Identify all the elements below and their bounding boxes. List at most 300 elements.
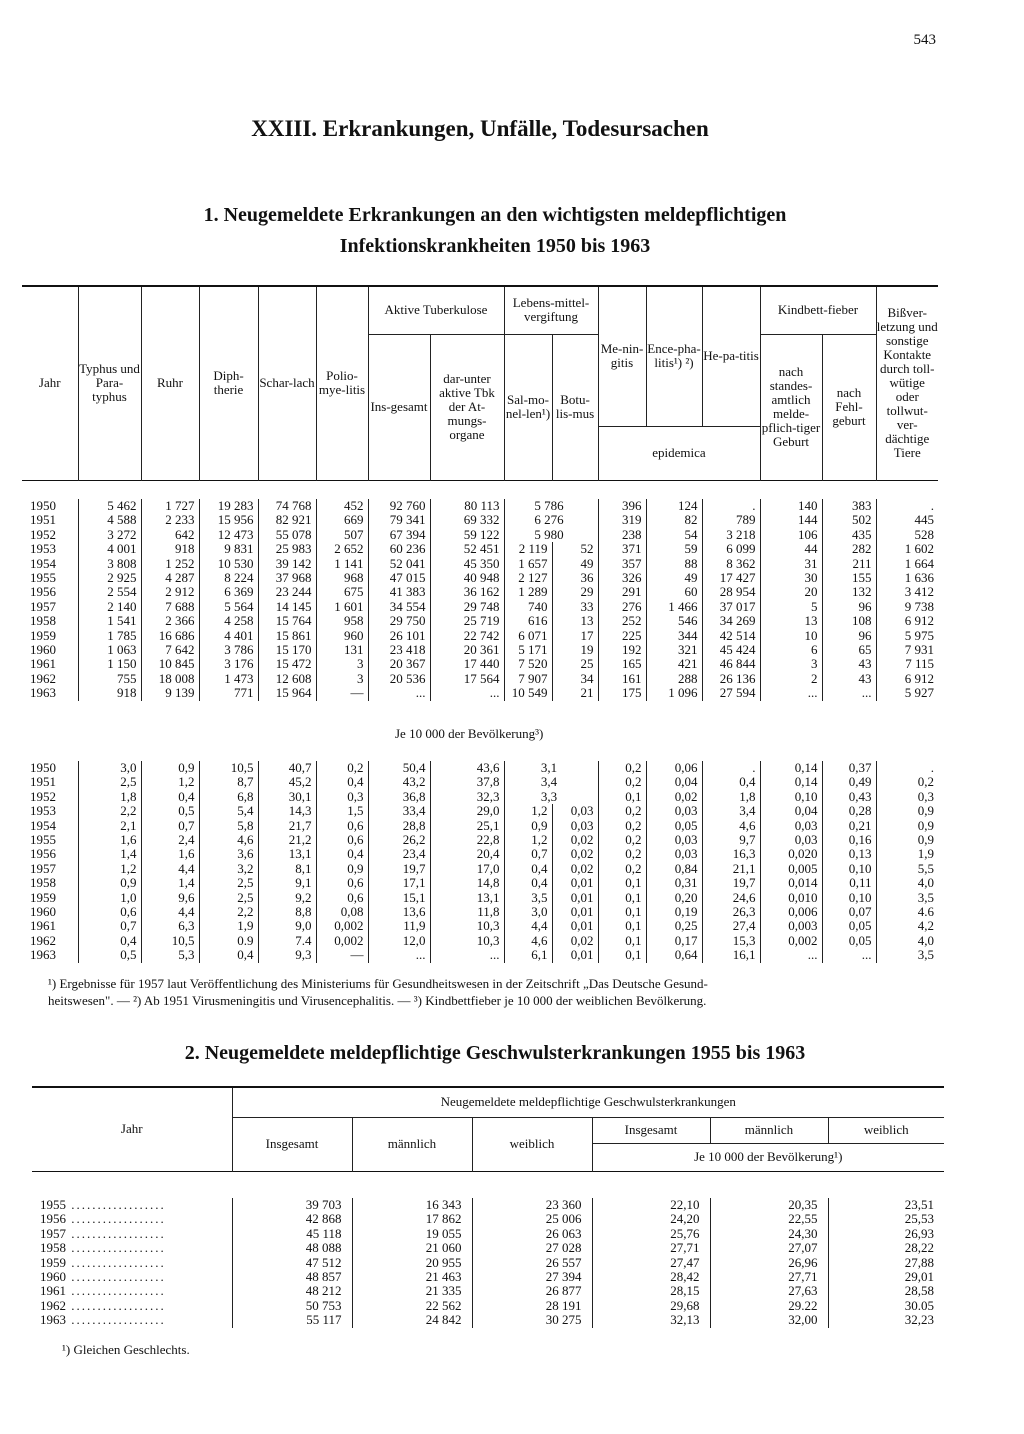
table-cell: 20,35	[710, 1198, 828, 1212]
table-cell: 8 362	[702, 557, 760, 571]
table-cell: 1,2	[141, 775, 199, 789]
table-cell: 0,13	[822, 847, 876, 861]
row-year: 1952	[30, 788, 56, 804]
table-cell: 92 760	[368, 499, 430, 513]
table-cell: 6,3	[141, 919, 199, 933]
table-cell: 1,9	[876, 847, 938, 861]
row-year	[32, 1270, 232, 1284]
table-cell: 0,37	[822, 761, 876, 775]
table-cell: 4,6	[702, 819, 760, 833]
table-cell: 20 536	[368, 672, 430, 686]
table-cell: 27,07	[710, 1241, 828, 1255]
row-year: 1957	[30, 598, 56, 614]
table-cell: 0,04	[646, 775, 702, 789]
table-cell: 5,5	[876, 862, 938, 876]
table-cell: 3	[316, 657, 368, 671]
table-row	[32, 1284, 944, 1298]
table-cell: 8 224	[199, 571, 258, 585]
table-cell: 5 980	[504, 528, 598, 542]
table-cell: 0,05	[822, 919, 876, 933]
table-cell: 26 877	[472, 1284, 592, 1298]
table-cell: 22,55	[710, 1212, 828, 1226]
table-cell: 3,1	[504, 761, 598, 775]
table-cell: 7 642	[141, 643, 199, 657]
table-row	[22, 513, 938, 527]
table-cell: 5 927	[876, 686, 938, 700]
table-cell: 21,1	[702, 862, 760, 876]
table-cell: 2,5	[199, 891, 258, 905]
table-cell: 3 218	[702, 528, 760, 542]
table-cell: 12 473	[199, 528, 258, 542]
table-cell: 669	[316, 513, 368, 527]
table-cell: 1 289	[504, 585, 552, 599]
table-cell: 161	[598, 672, 646, 686]
table-cell: 452	[316, 499, 368, 513]
table-cell: 0,17	[646, 934, 702, 948]
table-cell: 0,03	[552, 804, 598, 818]
table-cell: 25,1	[430, 819, 504, 833]
table-cell: 435	[822, 528, 876, 542]
dot-leader: ..................	[66, 1240, 166, 1256]
table-cell: 616	[504, 614, 552, 628]
table-cell: .	[702, 499, 760, 513]
row-year	[32, 1313, 232, 1327]
table-cell: 10,5	[141, 934, 199, 948]
table-cell: .	[876, 761, 938, 775]
col-typhus: Typhus und Para-typhus	[78, 286, 141, 480]
row-year: 1961	[30, 918, 56, 934]
table-cell: 25,53	[828, 1212, 944, 1226]
table-cell: 26,3	[702, 905, 760, 919]
row-year-label: 1955	[40, 1197, 66, 1212]
table-cell: 2,2	[199, 905, 258, 919]
table-cell: 0,4	[316, 775, 368, 789]
table-cell: 0,3	[876, 790, 938, 804]
table-cell: 43	[822, 657, 876, 671]
table-cell: 29 748	[430, 600, 504, 614]
table-cell: 740	[504, 600, 552, 614]
table-cell: 52 041	[368, 557, 430, 571]
table-row	[22, 862, 938, 876]
table-cell: 0,5	[78, 948, 141, 962]
table-cell: 0,1	[598, 919, 646, 933]
table-cell: 0,2	[598, 761, 646, 775]
table-cell: 7 907	[504, 672, 552, 686]
table-cell: 20,4	[430, 847, 504, 861]
table-cell: 546	[646, 614, 702, 628]
row-year: 1956	[30, 846, 56, 862]
table-cell: 5 171	[504, 643, 552, 657]
table-cell: 4,0	[876, 876, 938, 890]
table-cell: 10	[760, 629, 822, 643]
table-cell: 2,5	[78, 775, 141, 789]
col-scharlach: Schar-lach	[258, 286, 316, 480]
table-cell: 3 808	[78, 557, 141, 571]
tumor-col-insgesamt: Insgesamt	[232, 1117, 352, 1171]
table-cell: 34 269	[702, 614, 760, 628]
table-cell: 7.4	[258, 934, 316, 948]
table-cell: 960	[316, 629, 368, 643]
table-row	[22, 657, 938, 671]
table-cell: 32,13	[592, 1313, 710, 1327]
table-cell: 1,2	[504, 804, 552, 818]
table-row	[32, 1270, 944, 1284]
table-cell: 74 768	[258, 499, 316, 513]
relative-caption: Je 10 000 der Bevölkerung³)	[395, 726, 544, 741]
table-cell: 10 845	[141, 657, 199, 671]
table-cell: 6	[760, 643, 822, 657]
row-year	[32, 1241, 232, 1255]
table-cell: 2 127	[504, 571, 552, 585]
table-row	[22, 600, 938, 614]
table-cell: 3 176	[199, 657, 258, 671]
table-cell: .	[876, 499, 938, 513]
table-cell: 0,01	[552, 876, 598, 890]
table-cell: 5 786	[504, 499, 598, 513]
row-year: 1963	[30, 947, 56, 963]
table-cell: 29	[552, 585, 598, 599]
table-cell: 22,8	[430, 833, 504, 847]
table-cell: 288	[646, 672, 702, 686]
table-cell: 5 975	[876, 629, 938, 643]
table-row	[22, 804, 938, 818]
table-cell: 18 008	[141, 672, 199, 686]
table-cell: 958	[316, 614, 368, 628]
table-cell: 6 099	[702, 542, 760, 556]
table-cell: 19,7	[702, 876, 760, 890]
table-cell: 0,03	[552, 819, 598, 833]
table-cell: 0,05	[822, 934, 876, 948]
table-cell: ...	[760, 948, 822, 962]
chapter-title: XXIII. Erkrankungen, Unfälle, Todesursachen	[251, 116, 709, 141]
table-cell: 21 463	[352, 1270, 472, 1284]
table-cell: 0,7	[78, 919, 141, 933]
col-group-tbc: Aktive Tuberkulose	[368, 286, 504, 334]
row-year	[32, 1212, 232, 1226]
tumor-col-rel-maennlich: männlich	[710, 1117, 828, 1143]
table-cell: 238	[598, 528, 646, 542]
table-cell: 140	[760, 499, 822, 513]
col-polio: Polio-mye-litis	[316, 286, 368, 480]
table-cell: 30,1	[258, 790, 316, 804]
footnote-1-line2: heitswesen". — ²) Ab 1951 Virusmeningitis und Virusencephalitis. — ³) Kindbettfieber je 10 000 der weiblichen Bevölkerung.	[48, 993, 707, 1008]
table-cell: 0,03	[646, 833, 702, 847]
table-cell: 46 844	[702, 657, 760, 671]
table-cell: 2 554	[78, 585, 141, 599]
table-cell: 15 956	[199, 513, 258, 527]
table-row	[32, 1299, 944, 1313]
table-cell: 29,68	[592, 1299, 710, 1313]
table-cell: 28 191	[472, 1299, 592, 1313]
table-cell: 40,7	[258, 761, 316, 775]
table-cell: 0,02	[552, 934, 598, 948]
table-cell: 789	[702, 513, 760, 527]
table-cell: 0,006	[760, 905, 822, 919]
table-cell: 4,2	[876, 919, 938, 933]
table-cell: 0,002	[316, 934, 368, 948]
table-cell: 0,16	[822, 833, 876, 847]
table-cell: 55 117	[232, 1313, 352, 1327]
table-cell: 27,71	[710, 1270, 828, 1284]
dot-leader: ..................	[66, 1211, 166, 1227]
table-cell: 528	[876, 528, 938, 542]
table-cell: 0,04	[760, 804, 822, 818]
table-cell: 22,10	[592, 1198, 710, 1212]
row-year: 1954	[30, 817, 56, 833]
row-year-label: 1958	[40, 1240, 66, 1256]
table-cell: 20 955	[352, 1256, 472, 1270]
table-cell: 10 530	[199, 557, 258, 571]
table-row	[22, 833, 938, 847]
table-cell: 144	[760, 513, 822, 527]
table-cell: 7 688	[141, 600, 199, 614]
table-cell: 2,5	[199, 876, 258, 890]
table-cell: 6 369	[199, 585, 258, 599]
table-cell: 642	[141, 528, 199, 542]
table-cell: 20	[760, 585, 822, 599]
table-cell: 0,003	[760, 919, 822, 933]
table-row	[32, 1313, 944, 1327]
table-cell: 16,3	[702, 847, 760, 861]
table-cell: 55 078	[258, 528, 316, 542]
table-cell: 33,4	[368, 804, 430, 818]
table-cell: 29 750	[368, 614, 430, 628]
table-cell: 15 170	[258, 643, 316, 657]
table-cell: 3,4	[702, 804, 760, 818]
table-cell: 82	[646, 513, 702, 527]
table-cell: 3,3	[504, 790, 598, 804]
table-cell: 3,5	[876, 891, 938, 905]
table-cell: 0,2	[598, 804, 646, 818]
table-cell: 175	[598, 686, 646, 700]
row-year: 1957	[30, 860, 56, 876]
table-cell: 0,7	[141, 819, 199, 833]
footnote-1	[48, 975, 948, 1009]
col-kb-fehlgeburt: nach Fehl-geburt	[822, 334, 876, 480]
table-cell: 15 964	[258, 686, 316, 700]
infection-table-relative	[22, 761, 938, 963]
table-cell: 0,9	[876, 833, 938, 847]
table-cell: 25 006	[472, 1212, 592, 1226]
table-cell: 124	[646, 499, 702, 513]
infection-table-absolute-body	[22, 499, 938, 701]
table-cell: 0,1	[598, 948, 646, 962]
table-cell: 10,3	[430, 934, 504, 948]
table-cell: 25,76	[592, 1227, 710, 1241]
table-cell: 47 512	[232, 1256, 352, 1270]
table-cell: 39 142	[258, 557, 316, 571]
table-cell: 27 394	[472, 1270, 592, 1284]
page-number: 543	[913, 32, 936, 48]
table-cell: 13	[760, 614, 822, 628]
row-year: 1962	[30, 932, 56, 948]
row-year: 1953	[30, 803, 56, 819]
table-cell: 26 063	[472, 1227, 592, 1241]
table-cell: 0,1	[598, 790, 646, 804]
table-cell: 24,20	[592, 1212, 710, 1226]
table-cell: 211	[822, 557, 876, 571]
table-row	[22, 686, 938, 700]
table-cell: 2 912	[141, 585, 199, 599]
table-row	[22, 790, 938, 804]
table-cell: 67 394	[368, 528, 430, 542]
footnote-1-line1: ¹) Ergebnisse für 1957 laut Veröffentlichung des Ministeriums für Gesundheitswesen in der Zeitschrift „Das Deutsche Gesund-	[48, 976, 708, 991]
table-cell: 27,63	[710, 1284, 828, 1298]
table-cell: 7 115	[876, 657, 938, 671]
section1-title-line2: Infektionskrankheiten 1950 bis 1963	[339, 235, 651, 257]
table-cell: 4,4	[141, 862, 199, 876]
table-cell: 0,03	[760, 819, 822, 833]
table-cell: 96	[822, 629, 876, 643]
table-row	[32, 1227, 944, 1241]
table-cell: 36 162	[430, 585, 504, 599]
dot-leader: ..................	[66, 1283, 166, 1299]
table-cell: 13,1	[258, 847, 316, 861]
table-cell: 1 601	[316, 600, 368, 614]
table-cell: 15 861	[258, 629, 316, 643]
table-cell: 445	[876, 513, 938, 527]
table-cell: 12,0	[368, 934, 430, 948]
table-row	[22, 934, 938, 948]
table-cell: 34	[552, 672, 598, 686]
table-cell: 17,0	[430, 862, 504, 876]
table-cell: 4 401	[199, 629, 258, 643]
table-cell: 10,5	[199, 761, 258, 775]
table-cell: 0,4	[702, 775, 760, 789]
table-cell: 755	[78, 672, 141, 686]
col-group-lebensmittel: Lebens-mittel-vergiftung	[504, 286, 598, 334]
tumor-col-jahr: Jahr	[120, 1121, 143, 1137]
table-cell: 13,1	[430, 891, 504, 905]
col-hepatitis: He-pa-titis	[702, 286, 760, 426]
table-cell: 165	[598, 657, 646, 671]
table-cell: 0,2	[598, 819, 646, 833]
table-cell: 25 983	[258, 542, 316, 556]
col-kb-geburt: nach standes-amtlich melde-pflich-tiger Geburt	[760, 334, 822, 480]
table-row	[22, 528, 938, 542]
table-cell: 23,51	[828, 1198, 944, 1212]
table-cell: 37 017	[702, 600, 760, 614]
table-cell: 11,9	[368, 919, 430, 933]
table-cell: 0,03	[646, 847, 702, 861]
table-cell: 43	[822, 672, 876, 686]
table-cell: 28,22	[828, 1241, 944, 1255]
col-tbc-insgesamt: Ins-gesamt	[368, 334, 430, 480]
table-cell: 0,14	[760, 775, 822, 789]
table-cell: 0,07	[822, 905, 876, 919]
row-year-label: 1959	[40, 1254, 66, 1270]
table-cell: 2 233	[141, 513, 199, 527]
table-cell: 36	[552, 571, 598, 585]
table-cell: 47 015	[368, 571, 430, 585]
table-row	[22, 819, 938, 833]
table-cell: —	[316, 686, 368, 700]
table-cell: 1 063	[78, 643, 141, 657]
row-year-label: 1963	[40, 1312, 66, 1328]
row-year: 1962	[30, 670, 56, 686]
table-cell: 26 101	[368, 629, 430, 643]
table-cell: 1 602	[876, 542, 938, 556]
table-cell: 15 764	[258, 614, 316, 628]
table-cell: 11,8	[430, 905, 504, 919]
table-cell: 344	[646, 629, 702, 643]
table-cell: 1 096	[646, 686, 702, 700]
dot-leader: ..................	[66, 1225, 166, 1241]
table-cell: 13,6	[368, 905, 430, 919]
table-cell: 37 968	[258, 571, 316, 585]
table-cell: 3	[316, 672, 368, 686]
table-cell: 4 258	[199, 614, 258, 628]
row-year: 1960	[30, 904, 56, 920]
table-cell: 3 412	[876, 585, 938, 599]
col-encephalitis: Ence-pha-litis¹) ²)	[646, 286, 702, 426]
table-row	[22, 948, 938, 962]
table-cell: 12 608	[258, 672, 316, 686]
table-row	[22, 585, 938, 599]
table-cell: 1 664	[876, 557, 938, 571]
table-cell: 24,6	[702, 891, 760, 905]
table-row	[22, 499, 938, 513]
table-cell: 0,10	[822, 862, 876, 876]
table-cell: 0,6	[316, 876, 368, 890]
table-cell: 319	[598, 513, 646, 527]
table-cell: 34 554	[368, 600, 430, 614]
tumor-table-body	[32, 1198, 944, 1328]
col-salmonellen: Sal-mo-nel-len¹)	[504, 334, 552, 480]
table-cell: 20 367	[368, 657, 430, 671]
table-cell: 21,2	[258, 833, 316, 847]
table-cell: 2	[760, 672, 822, 686]
table-cell: 6 071	[504, 629, 552, 643]
table-cell: 0,25	[646, 919, 702, 933]
table-cell: 192	[598, 643, 646, 657]
table-cell: 0,11	[822, 876, 876, 890]
table-cell: 0,49	[822, 775, 876, 789]
table-cell: 48 088	[232, 1241, 352, 1255]
dot-leader: ..................	[66, 1269, 166, 1285]
table-cell: 26 557	[472, 1256, 592, 1270]
table-cell: 1,9	[199, 919, 258, 933]
table-cell: ...	[760, 686, 822, 700]
table-cell: 26,93	[828, 1227, 944, 1241]
table-cell: 3,5	[876, 948, 938, 962]
table-cell: 0,20	[646, 891, 702, 905]
dot-leader: ..................	[66, 1254, 166, 1270]
table-row	[22, 542, 938, 556]
table-cell: 32,3	[430, 790, 504, 804]
table-cell: 28,15	[592, 1284, 710, 1298]
table-cell: 0,9	[876, 819, 938, 833]
table-cell: 0,02	[646, 790, 702, 804]
table-cell: 2 366	[141, 614, 199, 628]
table-cell: 6 912	[876, 672, 938, 686]
table-cell: 0,1	[598, 934, 646, 948]
row-year: 1958	[30, 875, 56, 891]
tumor-col-group: Neugemeldete meldepflichtige Geschwulsterkrankungen	[232, 1087, 944, 1117]
table-cell: 52 451	[430, 542, 504, 556]
table-cell: 3,4	[504, 775, 598, 789]
table-cell: 9,3	[258, 948, 316, 962]
col-biss: Bißver-letzung und sonstige Kontakte durch toll-wütige oder tollwut-ver-dächtige Tiere	[876, 286, 938, 480]
table-cell: 0,01	[552, 905, 598, 919]
table-cell: ...	[430, 948, 504, 962]
table-cell: 0,5	[141, 804, 199, 818]
table-cell: 28,58	[828, 1284, 944, 1298]
row-year-label: 1962	[40, 1297, 66, 1313]
col-jahr: Jahr	[38, 375, 61, 391]
table-cell: 80 113	[430, 499, 504, 513]
table-cell: 0,6	[316, 891, 368, 905]
